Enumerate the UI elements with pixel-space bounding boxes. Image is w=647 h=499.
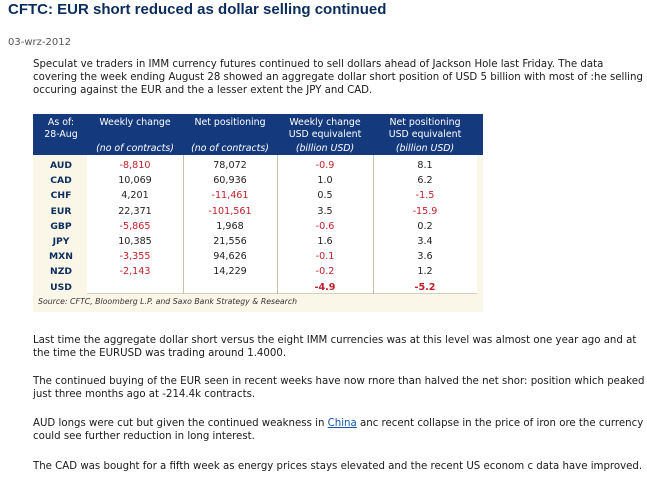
net-positioning-cell: -101,561: [208, 205, 252, 217]
paragraph-aggregate-short: Last time the aggregate dollar short versus the eight IMM currencies was at this level was almost one year ago and at the time the EURUSD was trading around 1.4000.: [33, 335, 637, 359]
paragraph-aud-text-1: AUD longs were cut but given the continued weakness in: [33, 418, 328, 429]
table-source: Source: CFTC, Bloomberg L.P. and Saxo Bank Strategy & Research: [38, 297, 298, 306]
paragraph-aud-longs: [33, 417, 645, 443]
net-positioning-cell: 21,556: [213, 236, 247, 247]
weekly-change-usd-cell: -0.6: [315, 220, 335, 232]
article-date: 03-wrz-2012: [8, 37, 71, 48]
currency-cell: AUD: [50, 160, 72, 171]
header-net-positioning-usd: [373, 117, 477, 141]
china-link[interactable]: China: [327, 418, 357, 429]
weekly-change-cell: 10,069: [118, 175, 152, 187]
header-net-positioning-label: Net positioning: [194, 117, 266, 128]
paragraph-aud-text-2: anc recent collapse in the price of iron ore the currency could see further reduction in long interest.: [33, 418, 644, 442]
net-positioning-usd-cell: 6.2: [417, 175, 433, 187]
header-net-positioning: [183, 117, 277, 129]
weekly-change-usd-cell: -4.9: [314, 281, 336, 293]
header-weekly-change-sub: (no of contracts): [96, 143, 174, 154]
header-net-positioning-usd-unit: [373, 143, 477, 155]
header-as-of: [35, 117, 87, 141]
currency-cell: EUR: [50, 205, 72, 217]
header-net-positioning-usd-sub: (billion USD): [395, 143, 455, 154]
currency-cell: GBP: [50, 220, 72, 232]
net-positioning-usd-cell: 3.4: [417, 236, 433, 247]
table-row-jpy: [33, 234, 483, 249]
net-positioning-cell: 78,072: [213, 160, 247, 171]
weekly-change-cell: 10,385: [118, 236, 152, 247]
net-positioning-cell: -11,461: [211, 190, 249, 202]
table-row-nzd: [33, 264, 483, 279]
paragraph-cad-bought: The CAD was bought for a fifth week as energy prices stays elevated and the recent US econom c data have improved.: [33, 461, 643, 472]
net-positioning-usd-cell: 3.6: [417, 251, 433, 263]
article-title: CFTC: EUR short reduced as dollar selling continued: [8, 1, 387, 18]
weekly-change-cell: [87, 280, 183, 295]
currency-cell: NZD: [50, 266, 72, 278]
currency-cell: USD: [50, 281, 72, 293]
header-net-positioning-usd-label: Net positioning: [389, 117, 461, 128]
header-weekly-change-usd-label2: USD equivalent: [288, 129, 362, 140]
cftc-positioning-table: [33, 114, 483, 312]
weekly-change-cell: 4,201: [121, 190, 149, 202]
weekly-change-usd-cell: 3.5: [317, 205, 333, 217]
header-weekly-change-label: Weekly change: [99, 117, 171, 128]
table-row-aud: [33, 158, 483, 173]
weekly-change-cell: -8,810: [119, 160, 151, 171]
weekly-change-usd-cell: -0.1: [315, 251, 335, 263]
table-header: [33, 114, 483, 155]
weekly-change-cell: -5,865: [119, 220, 151, 232]
net-positioning-usd-cell: -1.5: [415, 190, 435, 202]
weekly-change-cell: -2,143: [119, 266, 151, 278]
header-as-of-date: 28-Aug: [44, 129, 78, 140]
currency-cell: CHF: [50, 190, 72, 202]
header-weekly-change: [87, 117, 183, 129]
header-net-positioning-sub: (no of contracts): [191, 143, 269, 154]
header-weekly-change-usd-unit: [277, 143, 373, 155]
weekly-change-usd-cell: -0.9: [315, 160, 335, 171]
net-positioning-cell: 14,229: [213, 266, 247, 278]
intro-paragraph: Speculat ve traders in IMM currency futures continued to sell dollars ahead of Jackson Hole last Friday. The data covering the week ending August 28 showed an aggregate dollar short position of USD 5 billion with most of :he selling occuring against the EUR and the a lesser extent the JPY and CAD.: [33, 59, 643, 96]
table-row-eur: [33, 204, 483, 219]
net-positioning-cell: 94,626: [213, 251, 247, 263]
header-net-positioning-usd-label2: USD equivalent: [388, 129, 462, 140]
header-weekly-change-usd-label: Weekly change: [289, 117, 361, 128]
table-row-usd: [33, 280, 483, 295]
header-weekly-change-unit: [87, 143, 183, 155]
currency-cell: MXN: [49, 251, 73, 263]
header-weekly-change-usd-sub: (billion USD): [295, 143, 355, 154]
table-row-cad: [33, 173, 483, 188]
header-as-of-label: As of:: [47, 117, 75, 128]
net-positioning-cell: 60,936: [213, 175, 247, 187]
net-positioning-usd-cell: -5.2: [414, 281, 436, 293]
weekly-change-usd-cell: 0.5: [317, 190, 333, 202]
table-row-chf: [33, 188, 483, 203]
header-weekly-change-usd: [277, 117, 373, 141]
header-net-positioning-unit: [183, 143, 277, 155]
net-positioning-usd-cell: 8.1: [417, 160, 433, 171]
currency-cell: CAD: [50, 175, 72, 187]
weekly-change-cell: 22,371: [118, 205, 152, 217]
net-positioning-cell: [183, 280, 277, 295]
currency-cell: JPY: [52, 236, 70, 247]
table-row-mxn: [33, 249, 483, 264]
weekly-change-usd-cell: 1.6: [317, 236, 333, 247]
table-row-gbp: [33, 219, 483, 234]
net-positioning-usd-cell: 0.2: [417, 220, 433, 232]
net-positioning-usd-cell: -15.9: [412, 205, 438, 217]
weekly-change-usd-cell: 1.0: [317, 175, 333, 187]
paragraph-eur-buying: The continued buying of the EUR seen in recent weeks have now rnore than halved the net shor: position which peaked just three months ago at -214.4k contracts.: [33, 376, 645, 400]
weekly-change-cell: -3,355: [119, 251, 151, 263]
net-positioning-usd-cell: 1.2: [417, 266, 433, 278]
net-positioning-cell: 1,968: [216, 220, 244, 232]
weekly-change-usd-cell: -0.2: [315, 266, 335, 278]
